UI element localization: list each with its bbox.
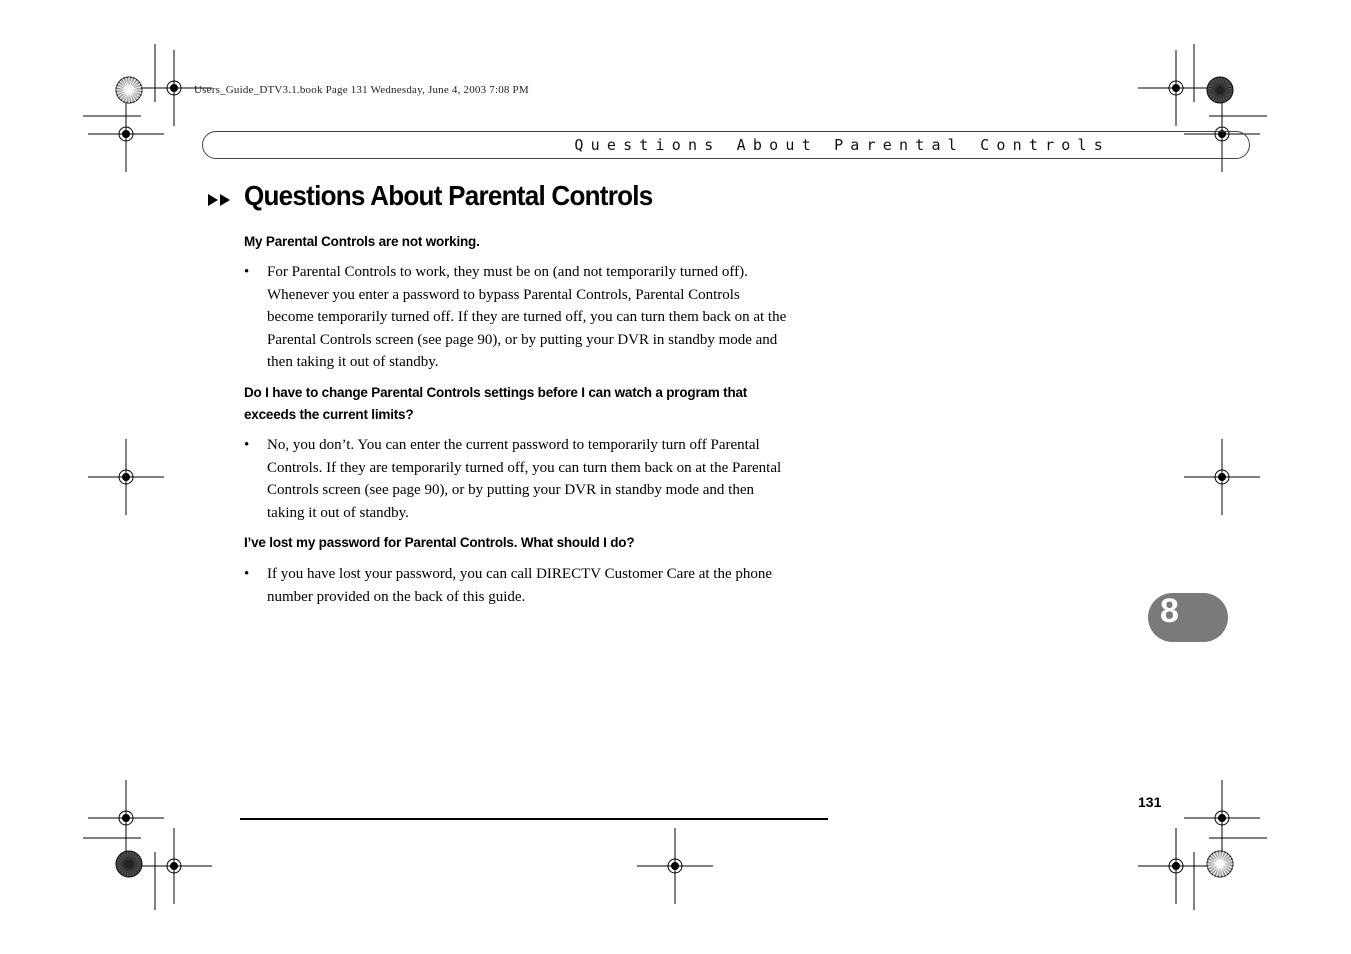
bullet-icon: • <box>244 264 250 280</box>
chapter-number: 8 <box>1160 592 1179 630</box>
answer-line: No, you don’t. You can enter the current password to temporarily turn off Parental <box>267 437 760 453</box>
registration-mark <box>88 780 164 856</box>
registration-mark <box>88 96 164 172</box>
question-2 <box>244 382 844 426</box>
answer-line: become temporarily turned off. If they are turned off, you can turn them back on at the <box>267 309 787 326</box>
starburst-mark <box>116 77 142 103</box>
answer-line: For Parental Controls to work, they must be on (and not temporarily turned off). <box>267 264 748 280</box>
answer-1 <box>244 261 824 374</box>
answer-line: then taking it out of standby. <box>267 354 439 371</box>
answer-3 <box>244 563 824 608</box>
registration-mark <box>1138 828 1214 904</box>
registration-mark <box>637 828 713 904</box>
registration-mark <box>1138 50 1214 126</box>
slug-line: Users_Guide_DTV3.1.book Page 131 Wednesday, June 4, 2003 7:08 PM <box>194 84 529 96</box>
answer-line: Controls. If they are temporarily turned off, you can turn them back on at the Parental <box>267 459 782 476</box>
footer-rule <box>240 818 828 820</box>
answer-line: taking it out of standby. <box>267 504 409 521</box>
registration-mark <box>88 439 164 515</box>
page-number: 131 <box>1138 794 1162 810</box>
starburst-mark <box>1207 77 1233 103</box>
starburst-mark <box>1207 851 1233 877</box>
question-line: I’ve lost my password for Parental Controls. What should I do? <box>244 535 635 550</box>
question-line: exceeds the current limits? <box>244 407 414 422</box>
answer-line: Whenever you enter a password to bypass Parental Controls, Parental Controls <box>267 286 740 303</box>
page-title: Questions About Parental Controls <box>244 180 653 211</box>
bullet-icon: • <box>244 566 250 582</box>
question-1 <box>244 231 844 253</box>
question-3 <box>244 532 844 554</box>
question-line: My Parental Controls are not working. <box>244 234 480 249</box>
starburst-mark <box>116 851 142 877</box>
answer-line: Parental Controls screen (see page 90), or by putting your DVR in standby mode and <box>267 331 778 348</box>
answer-line: number provided on the back of this guide. <box>267 588 526 605</box>
registration-mark <box>136 828 212 904</box>
registration-mark <box>1184 439 1260 515</box>
answer-line: Controls screen (see page 90), or by putting your DVR in standby mode and then <box>267 482 754 499</box>
bullet-icon: • <box>244 437 250 453</box>
answer-2 <box>244 434 824 524</box>
running-head: Questions About Parental Controls <box>574 136 1110 154</box>
double-arrow-icon <box>208 192 234 208</box>
question-line: Do I have to change Parental Controls settings before I can watch a program that <box>244 385 748 400</box>
registration-mark <box>1184 780 1260 856</box>
answer-line: If you have lost your password, you can call DIRECTV Customer Care at the phone <box>267 566 773 582</box>
